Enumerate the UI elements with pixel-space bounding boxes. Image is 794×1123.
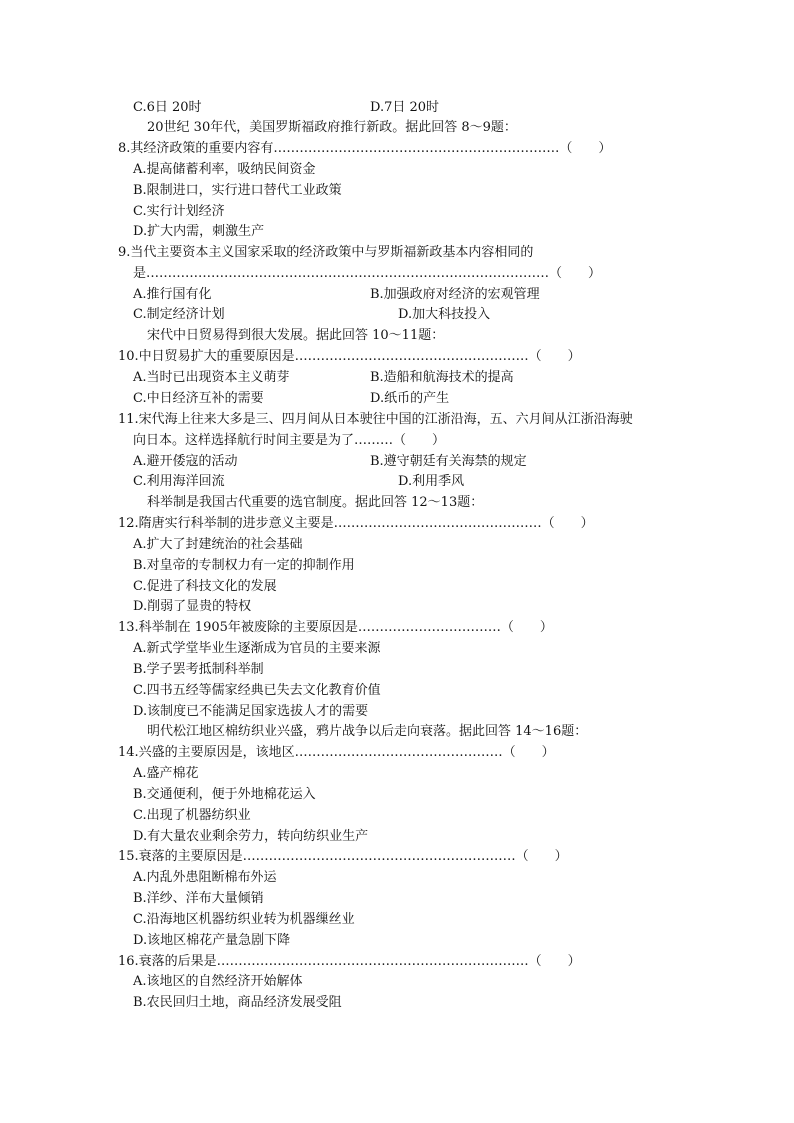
option-line: C.沿海地区机器纺织业转为机器缫丝业 xyxy=(133,912,355,927)
option-line: D.纸币的产生 xyxy=(370,391,450,406)
option-line: C.实行计划经济 xyxy=(133,204,225,219)
option-line: B.造船和航海技术的提高 xyxy=(370,370,514,385)
option-line: B.农民回归土地，商品经济发展受阻 xyxy=(133,995,342,1010)
option-line: A.推行国有化 xyxy=(133,287,212,302)
question-line: 是…………………………………………………………………………………（ ） xyxy=(133,266,602,281)
option-line: C.制定经济计划 xyxy=(133,307,225,322)
option-line: B.限制进口，实行进口替代工业政策 xyxy=(133,183,342,198)
question-line: 9.当代主要资本主义国家采取的经济政策中与罗斯福新政基本内容相同的 xyxy=(118,245,534,260)
option-line: A.避开倭寇的活动 xyxy=(133,454,238,469)
option-line: D.该地区棉花产量急剧下降 xyxy=(133,933,291,948)
question-line: 10.中日贸易扩大的重要原因是………………………………………………（ ） xyxy=(118,349,581,364)
question-line: 向日本。这样选择航行时间主要是为了………（ ） xyxy=(133,433,446,448)
option-line: B.学子罢考抵制科举制 xyxy=(133,662,264,677)
option-line: B.加强政府对经济的宏观管理 xyxy=(370,287,540,302)
passage-intro: 宋代中日贸易得到很大发展。据此回答 10～11题： xyxy=(147,328,445,343)
question-line: 12.隋唐实行科举制的进步意义主要是…………………………………………（ ） xyxy=(118,516,594,531)
passage-intro: 科举制是我国古代重要的选官制度。据此回答 12～13题： xyxy=(147,495,484,510)
option-line: B.遵守朝廷有关海禁的规定 xyxy=(370,454,527,469)
option-line: C.促进了科技文化的发展 xyxy=(133,579,277,594)
question-line: 11.宋代海上往来大多是三、四月间从日本驶往中国的江浙沿海，五、六月间从江浙沿海驶 xyxy=(118,412,633,427)
option-line: A.新式学堂毕业生逐渐成为官员的主要来源 xyxy=(133,641,381,656)
question-line: 8.其经济政策的重要内容有…………………………………………………………（ ） xyxy=(118,141,612,156)
option-line: C.四书五经等儒家经典已失去文化教育价值 xyxy=(133,683,381,698)
question-line: 15.衰落的主要原因是………………………………………………………（ ） xyxy=(118,849,568,864)
option-line: D.扩大内需，刺激生产 xyxy=(133,224,265,239)
option-line: A.提高储蓄利率，吸纳民间资金 xyxy=(133,162,316,177)
option-line: A.该地区的自然经济开始解体 xyxy=(133,974,303,989)
option-line: C.利用海洋回流 xyxy=(133,474,225,489)
passage-intro: 20世纪 30年代，美国罗斯福政府推行新政。据此回答 8～9题： xyxy=(147,120,517,135)
option-line: D.该制度已不能满足国家选拔人才的需要 xyxy=(133,704,369,719)
question-line: 16.衰落的后果是………………………………………………………………（ ） xyxy=(118,954,581,969)
option-line: D.削弱了显贵的特权 xyxy=(133,599,252,614)
option-line: A.扩大了封建统治的社会基础 xyxy=(133,537,303,552)
option-line: C.出现了机器纺织业 xyxy=(133,808,251,823)
option-line: D.有大量农业剩余劳力，转向纺织业生产 xyxy=(133,829,369,844)
option-line: A.盛产棉花 xyxy=(133,766,199,781)
option-line: D.7日 20时 xyxy=(370,100,440,115)
option-line: D.利用季风 xyxy=(398,474,465,489)
option-line: B.洋纱、洋布大量倾销 xyxy=(133,891,264,906)
option-line: B.对皇帝的专制权力有一定的抑制作用 xyxy=(133,558,355,573)
option-line: A.内乱外患阻断棉布外运 xyxy=(133,870,277,885)
option-line: A.当时已出现资本主义萌芽 xyxy=(133,370,290,385)
passage-intro: 明代松江地区棉纺织业兴盛，鸦片战争以后走向衰落。据此回答 14～16题： xyxy=(147,724,588,739)
option-line: C.6日 20时 xyxy=(133,100,202,115)
option-line: B.交通便利，便于外地棉花运入 xyxy=(133,787,316,802)
option-line: C.中日经济互补的需要 xyxy=(133,391,264,406)
question-line: 13.科举制在 1905年被废除的主要原因是……………………………（ ） xyxy=(118,620,553,635)
question-line: 14.兴盛的主要原因是，该地区…………………………………………（ ） xyxy=(118,745,555,760)
option-line: D.加大科技投入 xyxy=(398,307,491,322)
